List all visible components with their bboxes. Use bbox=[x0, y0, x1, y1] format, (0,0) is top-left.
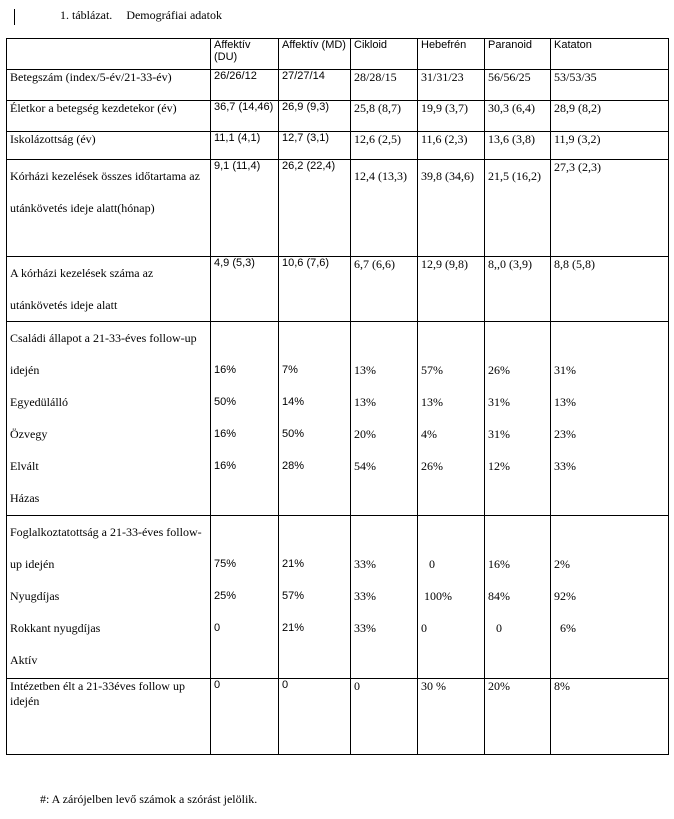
row-label: Intézetben élt a 21-33éves follow up idején bbox=[7, 679, 211, 755]
table-row-intezet bbox=[7, 679, 669, 755]
table-cell: 2% bbox=[554, 557, 570, 571]
table-cell: 0 bbox=[421, 621, 427, 635]
table-cell: 11,6 (2,3) bbox=[418, 132, 485, 160]
table-cell: 75% bbox=[214, 558, 237, 570]
caption-number: 1. táblázat. bbox=[60, 8, 113, 22]
sub-label: Nyugdíjas bbox=[10, 589, 60, 603]
table-cell: 16% bbox=[214, 364, 237, 376]
table-cell: 16% bbox=[214, 428, 237, 440]
table-cell: 26% bbox=[488, 363, 510, 377]
table-cell: 25% bbox=[214, 590, 237, 602]
table-cell: 57% bbox=[421, 363, 443, 377]
value-group bbox=[351, 516, 418, 679]
table-cell: 30,3 (6,4) bbox=[485, 101, 551, 132]
table-row-korhazi bbox=[7, 160, 669, 257]
value-group bbox=[211, 322, 279, 516]
row-label: Kórházi kezelések összes időtartama az utánkövetés ideje alatt(hónap) bbox=[7, 160, 211, 257]
sub-label: Házas bbox=[10, 491, 40, 505]
table-cell: 27/27/14 bbox=[279, 70, 351, 101]
table-cell: 28,9 (8,2) bbox=[551, 101, 669, 132]
table-row-eletkor bbox=[7, 101, 669, 132]
table-cell: 33% bbox=[354, 589, 376, 603]
table-cell: 16% bbox=[214, 460, 237, 472]
row-label: Foglalkoztatottság a 21-33-éves follow-up idején bbox=[10, 525, 202, 571]
table-cell: 12,9 (9,8) bbox=[418, 257, 485, 322]
table-cell: 28% bbox=[282, 460, 305, 472]
table-cell: 12,7 (3,1) bbox=[279, 132, 351, 160]
table-cell: 28/28/15 bbox=[351, 70, 418, 101]
table-cell: 50% bbox=[214, 396, 237, 408]
table-cell: 6,7 (6,6) bbox=[351, 257, 418, 322]
table-cell: 33% bbox=[354, 621, 376, 635]
table-cell: 16% bbox=[488, 557, 510, 571]
table-cell: 19,9 (3,7) bbox=[418, 101, 485, 132]
table-cell: 0 bbox=[429, 557, 435, 571]
value-group bbox=[485, 516, 551, 679]
table-cell: 54% bbox=[354, 459, 376, 473]
table-cell: 31% bbox=[488, 395, 510, 409]
row-label: Családi állapot a 21-33-éves follow-up idején bbox=[10, 331, 197, 377]
table-cell: 11,1 (4,1) bbox=[211, 132, 279, 160]
table-header-row bbox=[7, 39, 669, 70]
value-group bbox=[418, 322, 485, 516]
table-cell: 30 % bbox=[418, 679, 485, 755]
table-cell: 21,5 (16,2) bbox=[485, 160, 551, 257]
row-label: Életkor a betegség kezdetekor (év) bbox=[7, 101, 211, 132]
table-cell: 100% bbox=[424, 589, 452, 603]
table-cell: 56/56/25 bbox=[485, 70, 551, 101]
table-cell: 14% bbox=[282, 396, 305, 408]
row-label: Iskolázottság (év) bbox=[7, 132, 211, 160]
table-cell: 13% bbox=[354, 395, 376, 409]
sub-label: Rokkant nyugdíjas bbox=[10, 621, 101, 635]
sub-label: Aktív bbox=[10, 653, 38, 667]
demographics-table bbox=[6, 38, 669, 755]
table-cell: 33% bbox=[354, 557, 376, 571]
table-cell: 84% bbox=[488, 589, 510, 603]
table-cell: 27,3 (2,3) bbox=[551, 160, 669, 257]
value-group bbox=[551, 322, 669, 516]
table-cell: 8,,0 (3,9) bbox=[485, 257, 551, 322]
table-cell: 36,7 (14,46) bbox=[211, 101, 279, 132]
table-cell: 20% bbox=[354, 427, 376, 441]
table-cell: 13% bbox=[354, 363, 376, 377]
table-cell: 4% bbox=[421, 427, 437, 441]
header-empty-cell bbox=[7, 39, 211, 70]
table-cell: 23% bbox=[554, 427, 576, 441]
table-row-betegszam bbox=[7, 70, 669, 101]
table-cell: 39,8 (34,6) bbox=[418, 160, 485, 257]
table-cell: 10,6 (7,6) bbox=[279, 257, 351, 322]
sub-label: Egyedülálló bbox=[10, 395, 68, 409]
table-cell: 13% bbox=[554, 395, 576, 409]
table-cell: 21% bbox=[282, 558, 305, 570]
table-cell: 8% bbox=[551, 679, 669, 755]
table-cell: 0 bbox=[279, 679, 351, 755]
table-row-foglalkoztatottsag bbox=[7, 516, 669, 679]
col-header-hebefren: Hebefrén bbox=[418, 39, 485, 70]
row-label-group bbox=[7, 516, 211, 679]
table-cell: 0 bbox=[211, 679, 279, 755]
row-label: A kórházi kezelések száma az utánkövetés ideje alatt bbox=[7, 257, 211, 322]
col-header-affektiv-md: Affektív (MD) bbox=[279, 39, 351, 70]
table-cell: 12,4 (13,3) bbox=[351, 160, 418, 257]
value-group bbox=[279, 322, 351, 516]
table-footnote: #: A zárójelben levő számok a szórást jelölik. bbox=[40, 792, 258, 806]
value-group bbox=[351, 322, 418, 516]
value-group bbox=[485, 322, 551, 516]
table-cell: 31/31/23 bbox=[418, 70, 485, 101]
table-row-szama bbox=[7, 257, 669, 322]
table-cell: 12% bbox=[488, 459, 510, 473]
value-group bbox=[418, 516, 485, 679]
table-row-iskola bbox=[7, 132, 669, 160]
table-cell: 0 bbox=[496, 621, 502, 635]
col-header-paranoid: Paranoid bbox=[485, 39, 551, 70]
col-header-affektiv-du: Affektív (DU) bbox=[211, 39, 279, 70]
table-cell: 4,9 (5,3) bbox=[211, 257, 279, 322]
table-cell: 92% bbox=[554, 589, 576, 603]
table-cell: 21% bbox=[282, 622, 305, 634]
table-cell: 11,9 (3,2) bbox=[551, 132, 669, 160]
table-cell: 26,9 (9,3) bbox=[279, 101, 351, 132]
value-group bbox=[211, 516, 279, 679]
table-cell: 26,2 (22,4) bbox=[279, 160, 351, 257]
table-cell: 0 bbox=[351, 679, 418, 755]
text-cursor-bar bbox=[14, 9, 15, 25]
value-group bbox=[279, 516, 351, 679]
row-label-group bbox=[7, 322, 211, 516]
table-cell: 13% bbox=[421, 395, 443, 409]
table-cell: 26% bbox=[421, 459, 443, 473]
table-cell: 20% bbox=[485, 679, 551, 755]
table-cell: 50% bbox=[282, 428, 305, 440]
table-cell: 8,8 (5,8) bbox=[551, 257, 669, 322]
table-cell: 13,6 (3,8) bbox=[485, 132, 551, 160]
col-header-kataton: Kataton bbox=[551, 39, 669, 70]
sub-label: Özvegy bbox=[10, 427, 48, 441]
table-cell: 31% bbox=[488, 427, 510, 441]
table-cell: 25,8 (8,7) bbox=[351, 101, 418, 132]
table-row-csaladi bbox=[7, 322, 669, 516]
table-cell: 0 bbox=[214, 622, 221, 634]
table-cell: 33% bbox=[554, 459, 576, 473]
value-group bbox=[551, 516, 669, 679]
table-cell: 9,1 (11,4) bbox=[211, 160, 279, 257]
caption-title: Demográfiai adatok bbox=[126, 8, 222, 22]
table-cell: 57% bbox=[282, 590, 305, 602]
table-cell: 31% bbox=[554, 363, 576, 377]
table-cell: 12,6 (2,5) bbox=[351, 132, 418, 160]
row-label: Betegszám (index/5-év/21-33-év) bbox=[7, 70, 211, 101]
table-cell: 6% bbox=[560, 621, 576, 635]
table-cell: 7% bbox=[282, 364, 298, 376]
sub-label: Elvált bbox=[10, 459, 39, 473]
table-cell: 53/53/35 bbox=[551, 70, 669, 101]
table-cell: 26/26/12 bbox=[211, 70, 279, 101]
col-header-cikloid: Cikloid bbox=[351, 39, 418, 70]
